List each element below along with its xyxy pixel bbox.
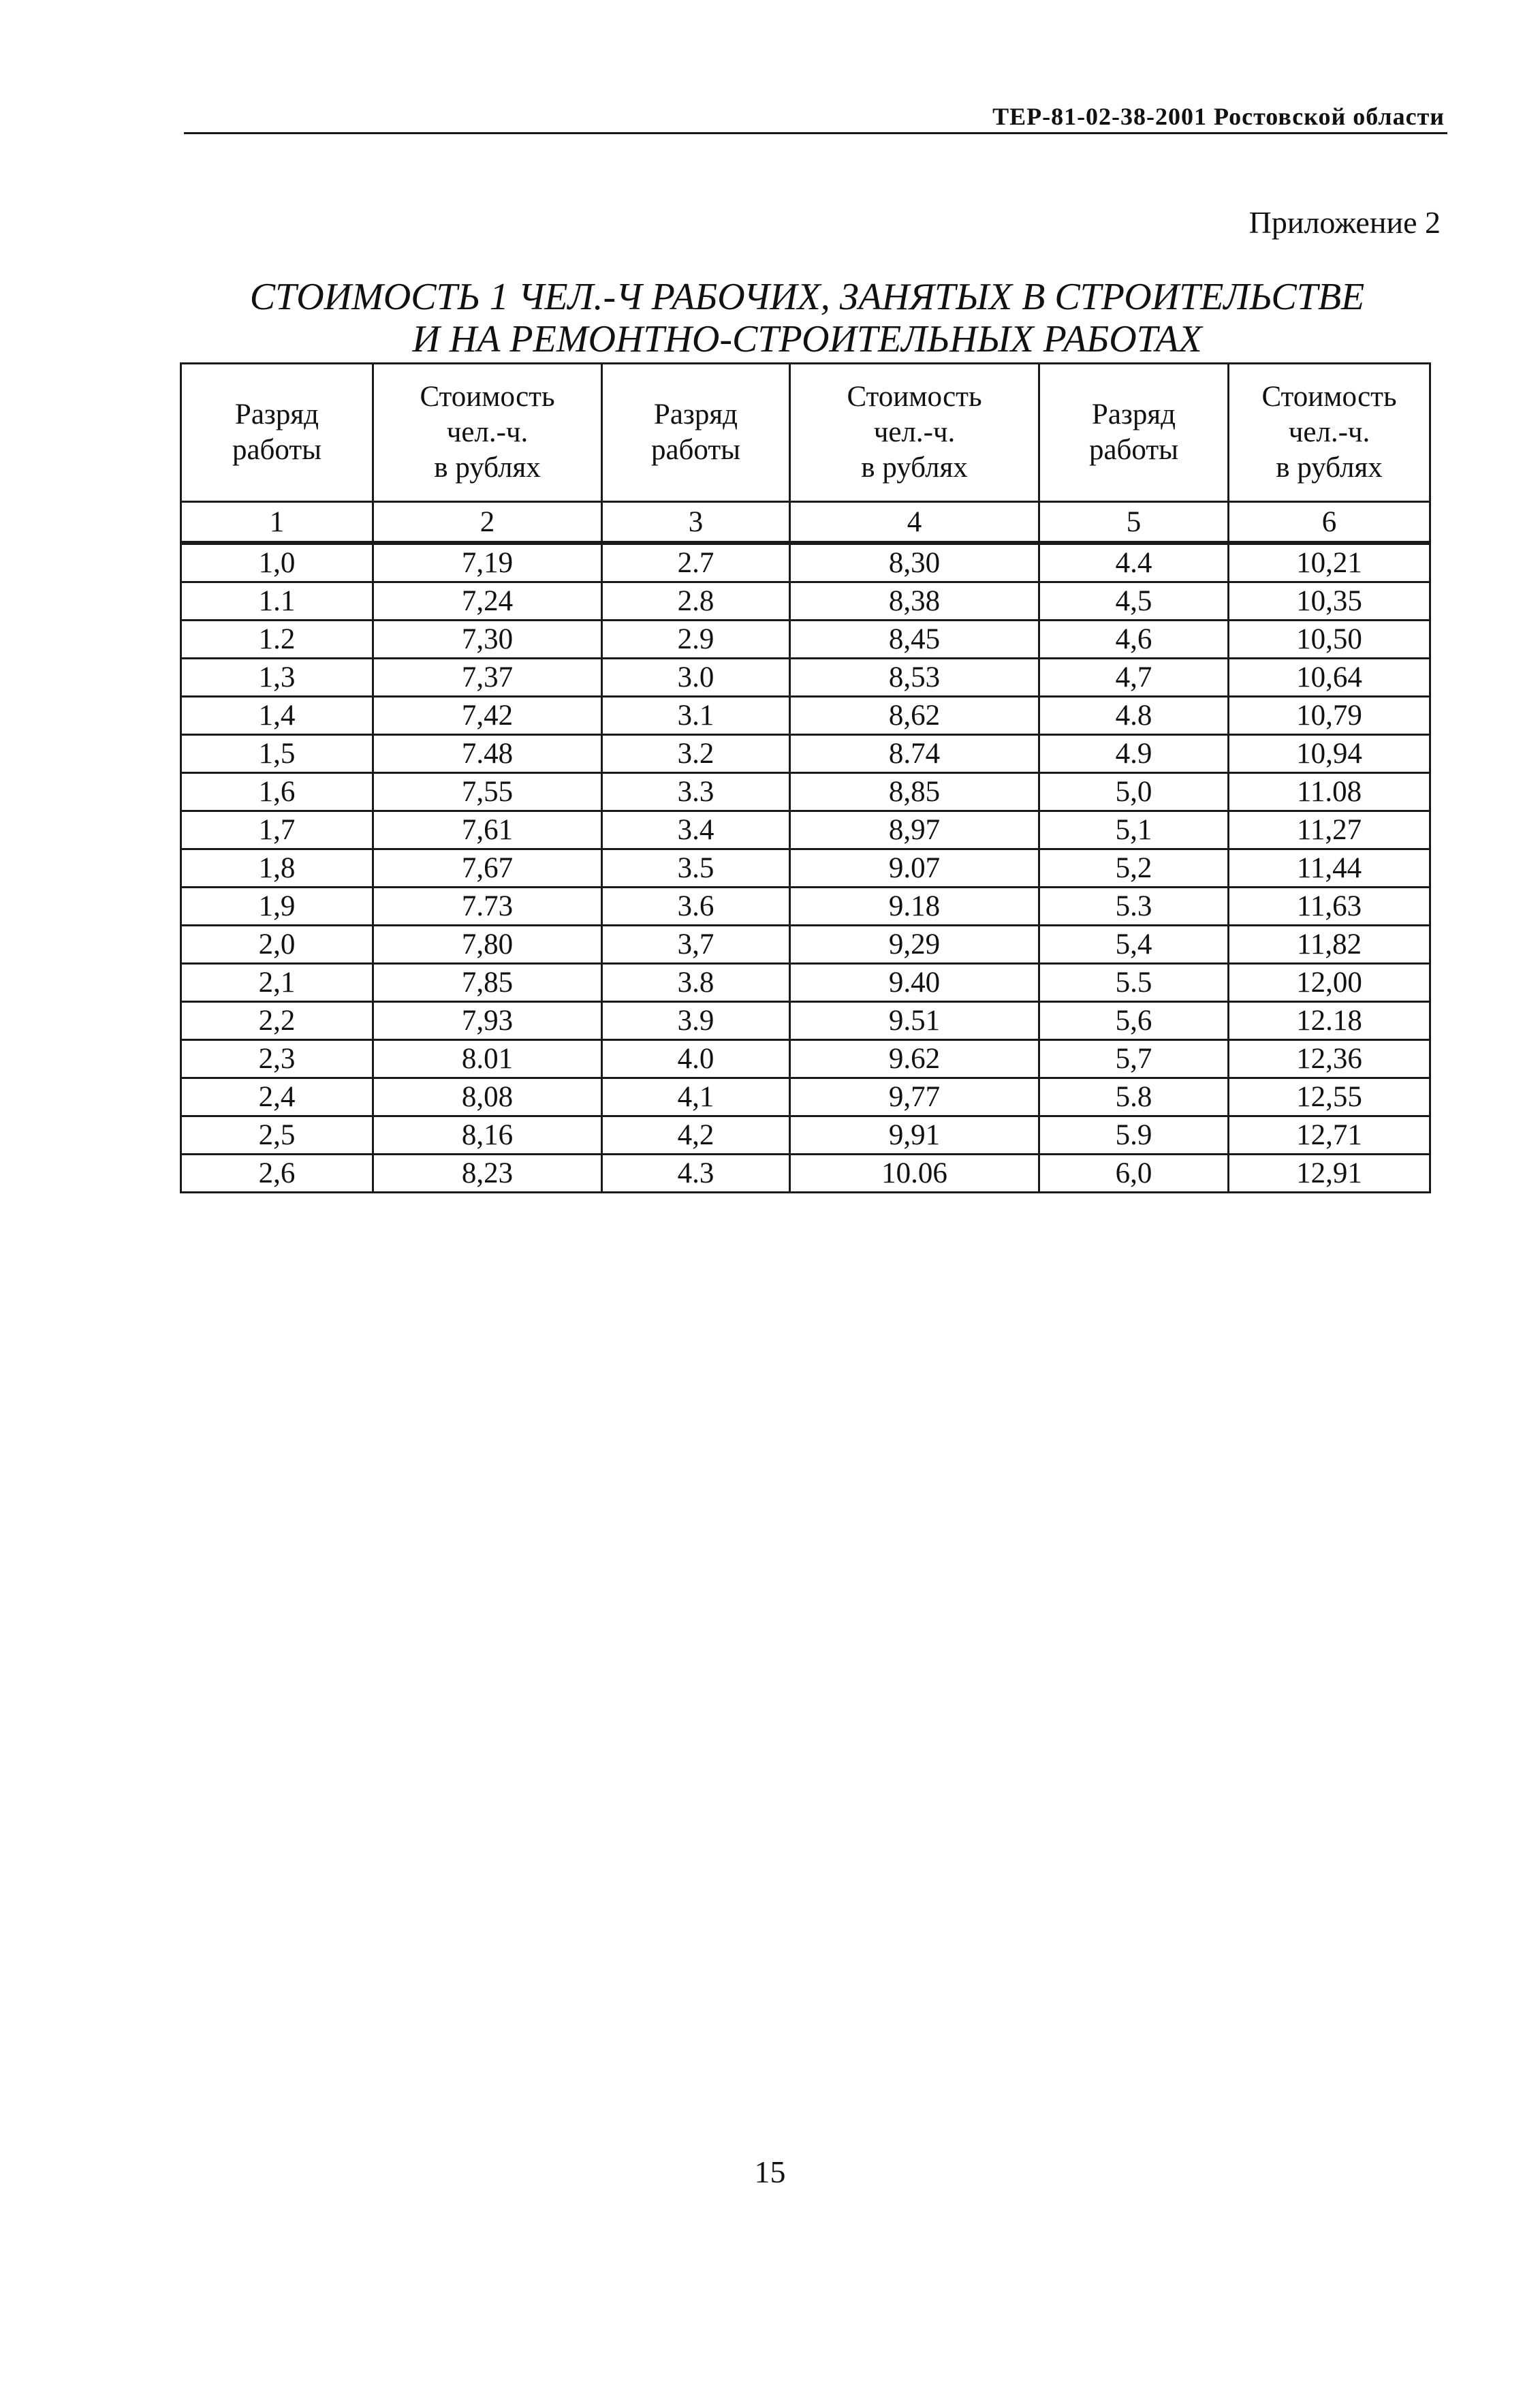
- header-text: Разряд: [653, 398, 738, 430]
- cost-cell: 10,64: [1229, 659, 1430, 697]
- grade-cell: 2,1: [181, 964, 373, 1002]
- cost-cell: 12.18: [1229, 1002, 1430, 1040]
- cost-cell: 7,19: [373, 543, 602, 582]
- grade-cell: 1,0: [181, 543, 373, 582]
- cost-cell: 9,29: [790, 926, 1039, 964]
- grade-cell: 4,7: [1039, 659, 1229, 697]
- table-row: [181, 735, 1430, 773]
- grade-cell: 1,7: [181, 811, 373, 849]
- grade-cell: 4.0: [602, 1040, 790, 1078]
- grade-cell: 5,0: [1039, 773, 1229, 811]
- cost-cell: 7,37: [373, 659, 602, 697]
- column-number: 4: [790, 502, 1039, 544]
- header-text: работы: [232, 434, 322, 466]
- cost-cell: 7,61: [373, 811, 602, 849]
- header-text: чел.-ч.: [873, 416, 956, 448]
- grade-cell: 4.3: [602, 1155, 790, 1193]
- header-text: Стоимость: [420, 381, 555, 413]
- column-number-row: [181, 502, 1430, 544]
- grade-cell: 1.2: [181, 621, 373, 659]
- cost-cell: 7,85: [373, 964, 602, 1002]
- cost-cell: 7,80: [373, 926, 602, 964]
- cost-cell: 7,55: [373, 773, 602, 811]
- table-row: [181, 543, 1430, 582]
- grade-cell: 1,4: [181, 697, 373, 735]
- header-text: работы: [650, 434, 741, 466]
- grade-cell: 3.5: [602, 849, 790, 888]
- column-number: 3: [602, 502, 790, 544]
- cost-cell: 9.51: [790, 1002, 1039, 1040]
- grade-cell: 3.1: [602, 697, 790, 735]
- cost-cell: 9.62: [790, 1040, 1039, 1078]
- grade-cell: 5,1: [1039, 811, 1229, 849]
- grade-cell: 1.1: [181, 582, 373, 621]
- grade-cell: 3.2: [602, 735, 790, 773]
- grade-cell: 5.5: [1039, 964, 1229, 1002]
- header-text: чел.-ч.: [446, 416, 529, 448]
- cost-cell: 8,38: [790, 582, 1039, 621]
- header-text: Разряд: [1091, 398, 1176, 430]
- grade-cell: 4.9: [1039, 735, 1229, 773]
- cost-cell: 8,53: [790, 659, 1039, 697]
- cost-cell: 7,67: [373, 849, 602, 888]
- cost-cell: 10,50: [1229, 621, 1430, 659]
- grade-cell: 4,2: [602, 1116, 790, 1155]
- table-row: [181, 849, 1430, 888]
- cost-cell: 9.18: [790, 888, 1039, 926]
- grade-cell: 2,6: [181, 1155, 373, 1193]
- header-text: Разряд: [234, 398, 319, 430]
- appendix-label: Приложение 2: [1248, 205, 1441, 240]
- cost-cell: 8,08: [373, 1078, 602, 1116]
- grade-cell: 1,6: [181, 773, 373, 811]
- header-grade-2: [602, 364, 790, 502]
- cost-cell: 10,21: [1229, 543, 1430, 582]
- table-title-line-2: И НА РЕМОНТНО-СТРОИТЕЛЬНЫХ РАБОТАХ: [412, 318, 1202, 360]
- rates-table: [180, 362, 1431, 1193]
- grade-cell: 2,5: [181, 1116, 373, 1155]
- cost-cell: 12,55: [1229, 1078, 1430, 1116]
- table-row: [181, 697, 1430, 735]
- table-row: [181, 1040, 1430, 1078]
- header-cost-1: [373, 364, 602, 502]
- cost-cell: 11,82: [1229, 926, 1430, 964]
- grade-cell: 5.9: [1039, 1116, 1229, 1155]
- cost-cell: 8,45: [790, 621, 1039, 659]
- cost-cell: 9.40: [790, 964, 1039, 1002]
- table-row: [181, 964, 1430, 1002]
- grade-cell: 3.8: [602, 964, 790, 1002]
- grade-cell: 3,7: [602, 926, 790, 964]
- cost-cell: 10.06: [790, 1155, 1039, 1193]
- table-row: [181, 926, 1430, 964]
- cost-cell: 7,93: [373, 1002, 602, 1040]
- cost-cell: 8.01: [373, 1040, 602, 1078]
- grade-cell: 1,3: [181, 659, 373, 697]
- grade-cell: 2,2: [181, 1002, 373, 1040]
- grade-cell: 5,2: [1039, 849, 1229, 888]
- header-cost-2: [790, 364, 1039, 502]
- cost-cell: 8.74: [790, 735, 1039, 773]
- table-row: [181, 659, 1430, 697]
- grade-cell: 3.3: [602, 773, 790, 811]
- grade-cell: 2,4: [181, 1078, 373, 1116]
- cost-cell: 8,85: [790, 773, 1039, 811]
- grade-cell: 1,9: [181, 888, 373, 926]
- cost-cell: 7.73: [373, 888, 602, 926]
- header-grade-1: [181, 364, 373, 502]
- column-number: 6: [1229, 502, 1430, 544]
- grade-cell: 4,6: [1039, 621, 1229, 659]
- header-text: Стоимость: [847, 381, 982, 413]
- table-title-line-1: СТОИМОСТЬ 1 ЧЕЛ.-Ч РАБОЧИХ, ЗАНЯТЫХ В СТРОИТЕЛЬСТВЕ: [249, 276, 1365, 318]
- column-number: 2: [373, 502, 602, 544]
- cost-cell: 12,00: [1229, 964, 1430, 1002]
- cost-cell: 8,97: [790, 811, 1039, 849]
- cost-cell: 10,35: [1229, 582, 1430, 621]
- cost-cell: 7,42: [373, 697, 602, 735]
- cost-cell: 7,24: [373, 582, 602, 621]
- grade-cell: 4.4: [1039, 543, 1229, 582]
- grade-cell: 2.8: [602, 582, 790, 621]
- grade-cell: 3.6: [602, 888, 790, 926]
- cost-cell: 11,44: [1229, 849, 1430, 888]
- header-text: в рублях: [861, 452, 968, 484]
- grade-cell: 2,0: [181, 926, 373, 964]
- cost-cell: 12,71: [1229, 1116, 1430, 1155]
- table-body: [181, 543, 1430, 1193]
- grade-cell: 1,8: [181, 849, 373, 888]
- grade-cell: 5.8: [1039, 1078, 1229, 1116]
- column-number: 5: [1039, 502, 1229, 544]
- cost-cell: 8,16: [373, 1116, 602, 1155]
- header-text: чел.-ч.: [1288, 416, 1370, 448]
- grade-cell: 5,7: [1039, 1040, 1229, 1078]
- cost-cell: 7.48: [373, 735, 602, 773]
- grade-cell: 2.7: [602, 543, 790, 582]
- cost-cell: 11.08: [1229, 773, 1430, 811]
- cost-cell: 8,30: [790, 543, 1039, 582]
- cost-cell: 12,91: [1229, 1155, 1430, 1193]
- page-header: [184, 102, 1447, 134]
- document-code: ТЕР-81-02-38-2001 Ростовской области: [992, 103, 1445, 130]
- grade-cell: 4,1: [602, 1078, 790, 1116]
- grade-cell: 3.4: [602, 811, 790, 849]
- grade-cell: 1,5: [181, 735, 373, 773]
- table-row: [181, 888, 1430, 926]
- grade-cell: 4,5: [1039, 582, 1229, 621]
- table-row: [181, 811, 1430, 849]
- cost-cell: 7,30: [373, 621, 602, 659]
- header-text: в рублях: [434, 452, 541, 484]
- table-row: [181, 621, 1430, 659]
- cost-cell: 10,94: [1229, 735, 1430, 773]
- cost-cell: 8,62: [790, 697, 1039, 735]
- header-cost-3: [1229, 364, 1430, 502]
- header-text: Стоимость: [1261, 381, 1397, 413]
- cost-cell: 11,27: [1229, 811, 1430, 849]
- grade-cell: 4.8: [1039, 697, 1229, 735]
- table-row: [181, 1078, 1430, 1116]
- table-header-row: [181, 364, 1430, 502]
- table-row: [181, 582, 1430, 621]
- header-grade-3: [1039, 364, 1229, 502]
- grade-cell: 5,6: [1039, 1002, 1229, 1040]
- grade-cell: 5.3: [1039, 888, 1229, 926]
- cost-cell: 9.07: [790, 849, 1039, 888]
- table-row: [181, 1116, 1430, 1155]
- table-row: [181, 1155, 1430, 1193]
- grade-cell: 2,3: [181, 1040, 373, 1078]
- cost-cell: 9,77: [790, 1078, 1039, 1116]
- header-text: работы: [1088, 434, 1179, 466]
- table-row: [181, 773, 1430, 811]
- cost-cell: 10,79: [1229, 697, 1430, 735]
- cost-cell: 8,23: [373, 1155, 602, 1193]
- grade-cell: 3.9: [602, 1002, 790, 1040]
- grade-cell: 3.0: [602, 659, 790, 697]
- cost-cell: 12,36: [1229, 1040, 1430, 1078]
- cost-cell: 9,91: [790, 1116, 1039, 1155]
- table-row: [181, 1002, 1430, 1040]
- grade-cell: 6,0: [1039, 1155, 1229, 1193]
- cost-cell: 11,63: [1229, 888, 1430, 926]
- grade-cell: 2.9: [602, 621, 790, 659]
- header-text: в рублях: [1276, 452, 1383, 484]
- grade-cell: 5,4: [1039, 926, 1229, 964]
- column-number: 1: [181, 502, 373, 544]
- page-number: 15: [754, 2155, 786, 2189]
